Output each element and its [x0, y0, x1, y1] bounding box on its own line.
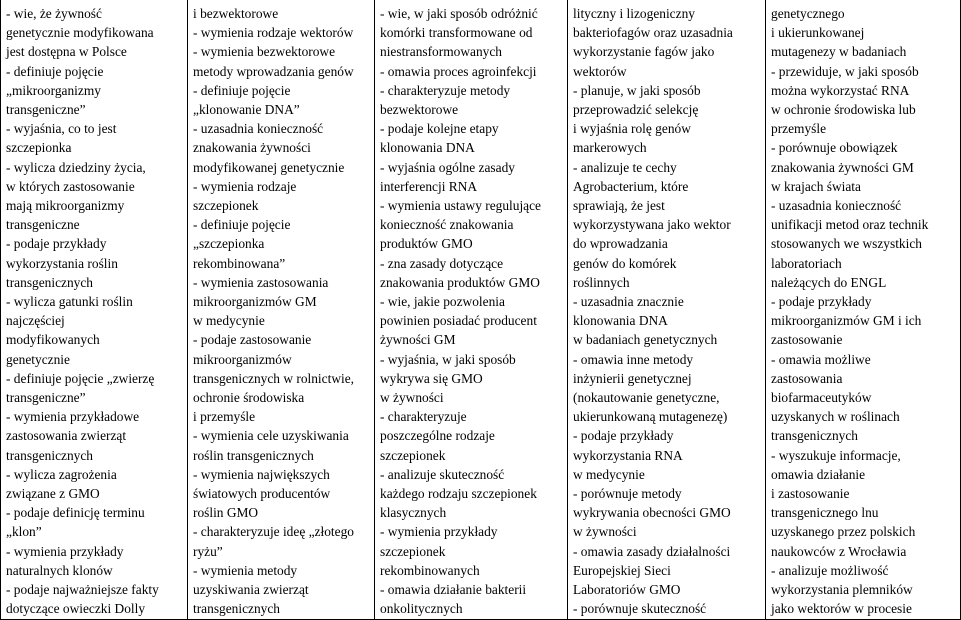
cell-text-line: rekombinowana” — [193, 255, 286, 271]
cell-text-line: transgenicznych — [771, 428, 858, 444]
cell-text-line: - wymienia metody — [193, 562, 298, 578]
cell-text-line: „szczepionka — [193, 236, 265, 252]
cell-text-line: - omawia działanie bakterii — [380, 582, 527, 598]
cell-text-line: można wykorzystać RNA — [771, 82, 910, 98]
cell-text-line: naturalnych klonów — [6, 562, 113, 578]
cell-text-line: genetycznie modyfikowana — [6, 25, 154, 41]
cell-text-line: - charakteryzuje ideę „złotego — [193, 524, 354, 540]
cell-text-line: - uzasadnia konieczność — [771, 198, 902, 214]
cell-text-line: roślin transgenicznych — [193, 447, 314, 463]
cell-text-line: genetycznie — [6, 351, 70, 367]
cell-text-line: - definiuje pojęcie „zwierzę — [6, 370, 155, 386]
cell-text-line: - podaje kolejne etapy — [380, 121, 499, 137]
cell-text-line: Agrobacterium, które — [573, 178, 689, 194]
cell-text-line: (nokautowanie genetyczne, — [573, 390, 720, 406]
cell-text-line: w ochronie środowiska lub — [771, 102, 916, 118]
table-cell-col-3 — [375, 0, 568, 619]
cell-text-line: „klonowanie DNA” — [193, 102, 300, 118]
cell-text-line: w krajach świata — [771, 178, 861, 194]
cell-text-line: w badaniach genetycznych — [573, 332, 718, 348]
cell-text-line: - przewiduje, w jaki sposób — [771, 63, 919, 79]
cell-text-line: żywności GM — [380, 332, 456, 348]
cell-text-line: - wyszukuje informacje, — [771, 447, 901, 463]
cell-text-line: - wymienia przykłady — [6, 543, 124, 559]
cell-text-line: onkolitycznych — [380, 601, 463, 617]
cell-text-line: produktów GMO — [380, 236, 473, 252]
cell-text-line: najczęściej — [6, 313, 65, 329]
cell-text-line: laboratoriach — [771, 255, 842, 271]
table-cell-col-2 — [188, 0, 375, 619]
cell-text-line: zastosowania zwierząt — [6, 428, 127, 444]
cell-text-line: - wymienia przykładowe — [6, 409, 140, 425]
cell-text-line: - wymienia największych — [193, 466, 330, 482]
cell-text-line: transgenicznego lnu — [771, 505, 879, 521]
cell-text-line: naukowców z Wrocławia — [771, 543, 907, 559]
cell-text-line: - porównuje obowiązek — [771, 140, 898, 156]
cell-text-line: powinien posiadać producent — [380, 313, 537, 329]
cell-text-line: „mikroorganizmy — [6, 82, 101, 98]
cell-text-line: - analizuje te cechy — [573, 159, 677, 175]
cell-text-line: w żywności — [573, 524, 637, 540]
cell-text-line: - wie, jakie pozwolenia — [380, 294, 505, 310]
cell-text-line: poszczególne rodzaje — [380, 428, 495, 444]
cell-text-line: i ukierunkowanej — [771, 25, 865, 41]
table-cell-col-4 — [568, 0, 766, 619]
cell-text-line: - podaje najważniejsze fakty — [6, 582, 159, 598]
cell-text-line: - wymienia rodzaje — [193, 178, 297, 194]
cell-text-line: transgeniczne” — [6, 390, 86, 406]
cell-text-line: biofarmaceutyków — [771, 390, 872, 406]
cell-text-line: w żywności — [380, 390, 444, 406]
cell-text-line: bakteriofagów oraz uzasadnia — [573, 25, 733, 41]
cell-text-line: transgenicznych — [6, 274, 93, 290]
cell-text-line: - podaje przykłady — [573, 428, 674, 444]
cell-text-line: światowych producentów — [193, 486, 331, 502]
cell-text-line: - wymienia przykłady — [380, 524, 498, 540]
cell-text-line: ochronie środowiska — [193, 390, 305, 406]
cell-text-line: jako wektorów w procesie — [771, 601, 912, 617]
cell-text-line: znakowania żywności — [193, 140, 311, 156]
cell-text-line: - wymienia bezwektorowe — [193, 44, 336, 60]
cell-text-line: - podaje definicję terminu — [6, 505, 145, 521]
cell-text-line: znakowania produktów GMO — [380, 274, 540, 290]
cell-text-line: i bezwektorowe — [193, 6, 279, 21]
cell-text-line: klonowania DNA — [573, 313, 668, 329]
cell-text-line: - charakteryzuje — [380, 409, 467, 425]
cell-text-line: - wyjaśnia ogólne zasady — [380, 159, 515, 175]
cell-text-line: transgenicznych w rolnictwie, — [193, 370, 355, 386]
cell-text-line: bezwektorowe — [380, 102, 459, 118]
cell-text-line: - wymienia ustawy regulujące — [380, 198, 542, 214]
cell-text-line: transgeniczne — [6, 217, 80, 233]
cell-text-line: niestransformowanych — [380, 44, 502, 60]
cell-text-line: interferencji RNA — [380, 178, 478, 194]
cell-text-line: do wprowadzania — [573, 236, 668, 252]
cell-text-line: należących do ENGL — [771, 274, 887, 290]
cell-text-line: - wie, w jaki sposób odróżnić — [380, 6, 538, 21]
cell-text-line: - podaje przykłady — [6, 236, 107, 252]
cell-text-line: - analizuje możliwość — [771, 562, 889, 578]
cell-text-line: szczepionka — [6, 140, 72, 156]
cell-text-line: - podaje przykłady — [771, 294, 872, 310]
cell-text-line: - analizuje skuteczność — [380, 466, 505, 482]
cell-text-line: Laboratoriów GMO — [573, 582, 681, 598]
cell-text-line: metody wprowadzania genów — [193, 63, 354, 79]
cell-text-line: dotyczące owieczki Dolly — [6, 601, 146, 617]
cell-text-line: wektorów — [573, 63, 627, 79]
cell-text-line: genetycznego — [771, 6, 845, 21]
cell-text-line: - omawia zasady działalności — [573, 543, 731, 559]
table-cell-col-5 — [766, 0, 961, 619]
cell-text-line: wykorzystywana jako wektor — [573, 217, 731, 233]
cell-text-line: lityczny i lizogeniczny — [573, 6, 695, 21]
cell-text-line: - uzasadnia konieczność — [193, 121, 324, 137]
cell-text-line: wykrywa się GMO — [380, 370, 483, 386]
cell-text-line: wykorzystanie fagów jako — [573, 44, 715, 60]
cell-text-line: komórki transformowane od — [380, 25, 533, 41]
cell-text-line: Europejskiej Sieci — [573, 562, 671, 578]
cell-text-line: przeprowadzić selekcję — [573, 102, 699, 118]
cell-text-line: znakowania żywności GM — [771, 159, 914, 175]
cell-text-line: i przemyśle — [193, 409, 256, 425]
cell-text-line: modyfikowanych — [6, 332, 100, 348]
cell-text-line: - porównuje skuteczność — [573, 601, 707, 617]
cell-text-line: - omawia możliwe — [771, 351, 871, 367]
cell-text-line: uzyskiwania zwierząt — [193, 582, 309, 598]
cell-text-line: ryżu” — [193, 543, 223, 559]
cell-text-line: transgenicznych — [6, 447, 93, 463]
cell-text-line: roślin GMO — [193, 505, 259, 521]
cell-text-line: roślinnych — [573, 274, 630, 290]
cell-text-line: - wylicza dziedziny życia, — [6, 159, 146, 175]
cell-text-line: przemyśle — [771, 121, 827, 137]
cell-text-line: - wymienia cele uzyskiwania — [193, 428, 349, 444]
cell-text-line: związane z GMO — [6, 486, 100, 502]
cell-text-line: klonowania DNA — [380, 140, 475, 156]
cell-text-line: zastosowanie — [771, 332, 843, 348]
cell-text-line: wykorzystania RNA — [573, 447, 683, 463]
cell-text-line: - uzasadnia znacznie — [573, 294, 684, 310]
cell-text-line: transgeniczne” — [6, 102, 86, 118]
cell-text-line: szczepionek — [380, 543, 446, 559]
cell-text-line: mikroorganizmów GM — [193, 294, 317, 310]
cell-text-line: - definiuje pojęcie — [193, 217, 291, 233]
cell-text-line: - omawia proces agroinfekcji — [380, 63, 537, 79]
cell-text-line: w medycynie — [573, 466, 645, 482]
cell-text-line: jest dostępna w Polsce — [6, 44, 127, 60]
cell-text-line: - zna zasady dotyczące — [380, 255, 504, 271]
cell-text-line: klasycznych — [380, 505, 447, 521]
cell-text-line: markerowych — [573, 140, 647, 156]
cell-text-line: i wyjaśnia rolę genów — [573, 121, 691, 137]
cell-text-line: modyfikowanej genetycznie — [193, 159, 345, 175]
cell-text-line: unifikacji metod oraz technik — [771, 217, 929, 233]
cell-text-line: szczepionek — [380, 447, 446, 463]
table-row — [1, 0, 961, 619]
cell-text-line: - wylicza zagrożenia — [6, 466, 117, 482]
cell-text-line: - wylicza gatunki roślin — [6, 294, 133, 310]
cell-text-line: inżynierii genetycznej — [573, 370, 692, 386]
cell-text-line: konieczność znakowania — [380, 217, 514, 233]
cell-text-line: mutagenezy w badaniach — [771, 44, 907, 60]
cell-text-line: uzyskanych w roślinach — [771, 409, 900, 425]
cell-text-line: w których zastosowanie — [6, 178, 135, 194]
cell-text-line: omawia działanie — [771, 466, 866, 482]
cell-text-line: szczepionek — [193, 198, 259, 214]
cell-text-line: - wyjaśnia, co to jest — [6, 121, 117, 137]
cell-text-line: zastosowania — [771, 370, 843, 386]
table-cell-col-1 — [1, 0, 188, 619]
cell-text-line: - charakteryzuje metody — [380, 82, 511, 98]
cell-text-line: każdego rodzaju szczepionek — [380, 486, 537, 502]
cell-text-line: genów do komórek — [573, 255, 677, 271]
cell-text-line: mikroorganizmów GM i ich — [771, 313, 922, 329]
cell-text-line: - planuje, w jaki sposób — [573, 82, 701, 98]
cell-text-line: - podaje zastosowanie — [193, 332, 312, 348]
cell-text-line: mikroorganizmów — [193, 351, 292, 367]
cell-text-line: - wyjaśnia, w jaki sposób — [380, 351, 516, 367]
cell-text-line: sprawiają, że jest — [573, 198, 665, 214]
cell-text-line: - definiuje pojęcie — [6, 63, 104, 79]
cell-text-line: - wymienia zastosowania — [193, 274, 329, 290]
cell-text-line: mają mikroorganizmy — [6, 198, 125, 214]
cell-text-line: rekombinowanych — [380, 562, 480, 578]
cell-text-line: wykrywania obecności GMO — [573, 505, 731, 521]
cell-text-line: - omawia inne metody — [573, 351, 694, 367]
cell-text-line: ukierunkowaną mutagenezę) — [573, 409, 728, 425]
cell-text-line: wykorzystania plemników — [771, 582, 913, 598]
cell-text-line: wykorzystania roślin — [6, 255, 118, 271]
cell-text-line: stosowanych we wszystkich — [771, 236, 922, 252]
cell-text-line: - wie, że żywność — [6, 6, 102, 21]
cell-text-line: w medycynie — [193, 313, 265, 329]
cell-text-line: transgenicznych — [193, 601, 280, 617]
cell-text-line: - wymienia rodzaje wektorów — [193, 25, 354, 41]
cell-text-line: uzyskanego przez polskich — [771, 524, 916, 540]
cell-text-line: - definiuje pojęcie — [193, 82, 291, 98]
cell-text-line: „klon” — [6, 524, 42, 540]
cell-text-line: - porównuje metody — [573, 486, 682, 502]
cell-text-line: i zastosowanie — [771, 486, 850, 502]
